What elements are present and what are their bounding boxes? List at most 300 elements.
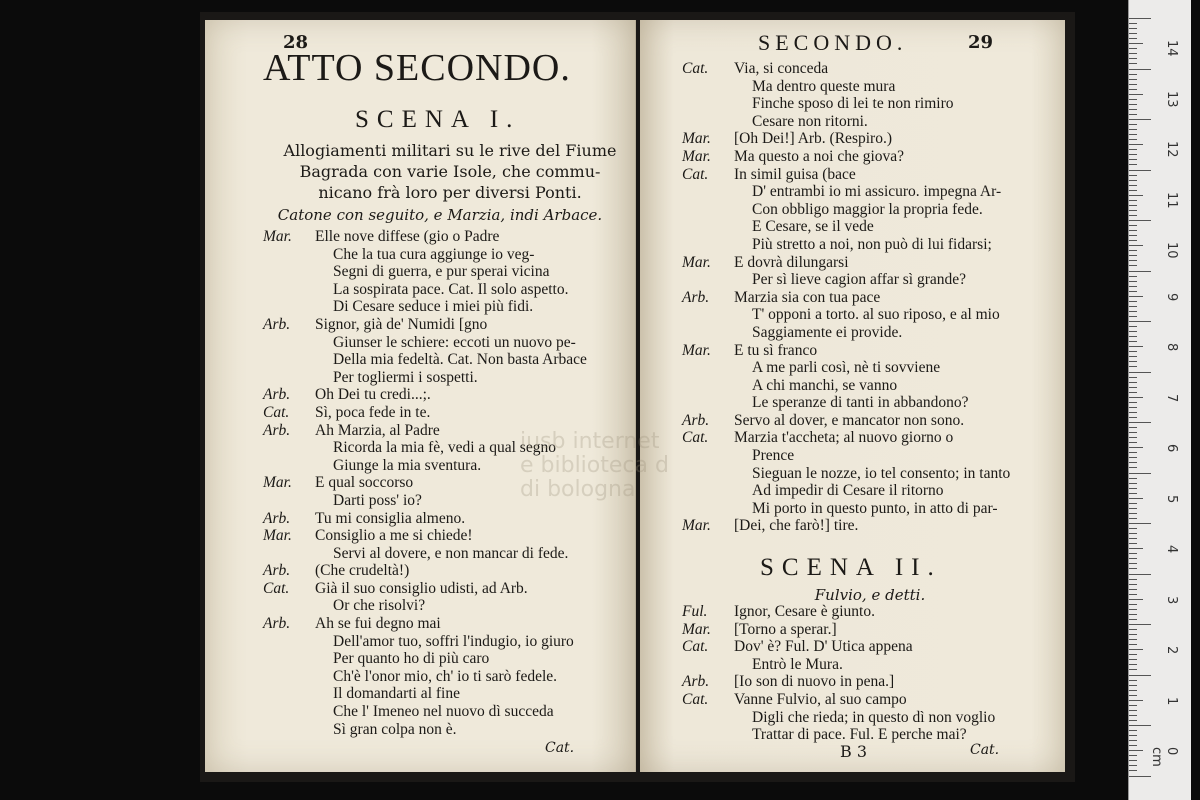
line-text: Giunser le schiere: eccoti un nuovo pe- — [333, 333, 576, 351]
ruler-tick — [1129, 584, 1137, 585]
line-text: Segni di guerra, e pur sperai vicina — [333, 263, 550, 281]
ruler-tick — [1129, 296, 1143, 297]
line-text: Con obbligo maggior la propria fede. — [752, 200, 983, 218]
dialogue-line — [263, 246, 633, 264]
dialogue-line — [682, 324, 1062, 342]
line-text: Via, si conceda — [734, 60, 829, 77]
ruler-tick — [1129, 114, 1137, 115]
ruler-tick — [1129, 84, 1137, 85]
ruler-tick — [1129, 316, 1137, 317]
ruler-label: 3 — [1164, 595, 1179, 604]
ruler-tick — [1129, 700, 1143, 701]
ruler-tick — [1129, 427, 1137, 428]
dialogue-line — [682, 306, 1062, 324]
speaker-label: Cat. — [682, 638, 709, 656]
setting-line: nicano frà loro per diversi Ponti. — [318, 183, 582, 202]
ruler-tick — [1129, 629, 1137, 630]
dialogue-line — [682, 447, 1062, 465]
ruler-tick — [1129, 139, 1137, 140]
ruler-tick — [1129, 366, 1137, 367]
ruler-tick — [1129, 331, 1137, 332]
act-heading: ATTO SECONDO. — [263, 47, 571, 89]
ruler-label: 6 — [1164, 444, 1179, 453]
ruler-tick — [1129, 705, 1137, 706]
ruler-tick — [1129, 276, 1137, 277]
dialogue-line — [682, 201, 1062, 219]
speaker-label: Arb. — [682, 673, 710, 691]
dialogue-line — [682, 656, 1062, 674]
ruler-tick — [1129, 649, 1143, 650]
ruler-tick — [1129, 38, 1137, 39]
ruler-tick — [1129, 609, 1137, 610]
dialogue-line — [682, 726, 1062, 744]
dialogue-line — [682, 271, 1062, 289]
speaker-label: Cat. — [682, 60, 709, 77]
ruler-tick — [1129, 644, 1137, 645]
ruler-tick — [1129, 669, 1137, 670]
speaker-label: Cat. — [682, 429, 709, 447]
ruler-tick — [1129, 69, 1151, 70]
line-text: Cesare non ritorni. — [752, 112, 868, 130]
speaker-label: Cat. — [682, 165, 709, 183]
line-text: Ricorda la mia fè, vedi a qual segno — [333, 439, 556, 457]
line-text: Digli che rieda; in questo dì non voglio — [752, 708, 996, 726]
line-text: E Cesare, se il vede — [752, 218, 874, 236]
dialogue-line — [263, 369, 633, 387]
line-text: Le speranze di tanti in abbandono? — [752, 394, 969, 412]
running-head: SECONDO. — [758, 30, 908, 55]
ruler-tick — [1129, 372, 1151, 373]
dialogue-line — [682, 113, 1062, 131]
dialogue-line — [263, 510, 633, 528]
ruler-tick — [1129, 720, 1137, 721]
ruler-label: 9 — [1164, 292, 1179, 301]
ruler-tick — [1129, 776, 1151, 777]
ruler-label: 1 — [1164, 696, 1179, 705]
dialogue-line — [682, 60, 1062, 78]
dialogue-line — [682, 148, 1062, 166]
dialogue-line — [263, 633, 633, 651]
ruler-tick — [1129, 412, 1137, 413]
ruler-tick — [1129, 104, 1137, 105]
speaker-label: Mar. — [263, 228, 292, 245]
ruler-tick — [1129, 361, 1137, 362]
ruler-tick — [1129, 240, 1137, 241]
line-text: E tu sì franco — [734, 341, 818, 359]
line-text: Sieguan le nozze, io tel consento; in tanto — [752, 464, 1011, 482]
ruler-tick — [1129, 260, 1137, 261]
ruler-tick — [1129, 321, 1151, 322]
ruler-tick — [1129, 478, 1137, 479]
ruler-label: 4 — [1164, 545, 1179, 554]
line-text: Mi porto in questo punto, in atto di par- — [752, 499, 998, 517]
dialogue-line — [263, 527, 633, 545]
line-text: La sospirata pace. Cat. Il solo aspetto. — [333, 280, 569, 298]
signature-mark: B 3 — [840, 742, 868, 761]
ruler-tick — [1129, 301, 1137, 302]
ruler-tick — [1129, 180, 1137, 181]
dialogue-line — [263, 351, 633, 369]
ruler-tick — [1129, 695, 1137, 696]
ruler-tick — [1129, 377, 1137, 378]
line-text: Marzia t'accheta; al nuovo giorno o — [734, 429, 954, 447]
ruler-label: 0 cm — [1149, 747, 1179, 767]
ruler-tick — [1129, 579, 1137, 580]
ruler-tick — [1129, 574, 1151, 575]
ruler-label: 13 — [1164, 90, 1179, 108]
speaker-label: Mar. — [682, 147, 711, 165]
dialogue-line — [682, 709, 1062, 727]
dialogue-line — [263, 316, 633, 334]
dialogue-line — [682, 621, 1062, 639]
ruler-tick — [1129, 513, 1137, 514]
line-text: Della mia fedeltà. Cat. Non basta Arbace — [333, 351, 587, 369]
ruler-tick — [1129, 675, 1151, 676]
line-text: Saggiamente ei provide. — [752, 323, 903, 341]
ruler-tick — [1129, 271, 1151, 272]
ruler-tick — [1129, 558, 1137, 559]
line-text: Oh Dei tu credi...;. — [315, 386, 431, 404]
dialogue-line — [682, 603, 1062, 621]
measuring-ruler — [1128, 0, 1191, 800]
ruler-label: 8 — [1164, 343, 1179, 352]
ruler-tick — [1129, 387, 1137, 388]
dialogue-line — [682, 342, 1062, 360]
ruler-tick — [1129, 124, 1137, 125]
dialogue-line — [682, 638, 1062, 656]
line-text: Tu mi consiglia almeno. — [315, 509, 466, 527]
line-text: Vanne Fulvio, al suo campo — [734, 690, 907, 708]
dialogue-line — [263, 703, 633, 721]
line-text: Che la tua cura aggiunge io veg- — [333, 245, 535, 263]
ruler-label: 11 — [1164, 191, 1179, 209]
cast-list: Catone con seguito, e Marzia, indi Arbace. — [277, 206, 603, 224]
speaker-label: Arb. — [263, 509, 291, 527]
speaker-label: Arb. — [263, 421, 291, 439]
ruler-tick — [1129, 599, 1143, 600]
ruler-tick — [1129, 286, 1137, 287]
ruler-tick — [1129, 58, 1137, 59]
ruler-tick — [1129, 553, 1137, 554]
page-number-left: 28 — [283, 32, 309, 53]
dialogue-line — [682, 166, 1062, 184]
ruler-tick — [1129, 33, 1137, 34]
ruler-tick — [1129, 634, 1137, 635]
ruler-tick — [1129, 255, 1137, 256]
library-watermark — [520, 430, 669, 502]
dialogue-line — [263, 615, 633, 633]
ruler-tick — [1129, 543, 1137, 544]
line-text: Ch'è l'onor mio, ch' io ti sarò fedele. — [333, 667, 558, 685]
speaker-label: Arb. — [263, 562, 291, 580]
ruler-tick — [1129, 291, 1137, 292]
ruler-tick — [1129, 442, 1137, 443]
ruler-label: 7 — [1164, 393, 1179, 402]
ruler-tick — [1129, 503, 1137, 504]
line-text: Finche sposo di lei te non rimiro — [752, 95, 954, 113]
ruler-tick — [1129, 710, 1137, 711]
ruler-tick — [1129, 452, 1137, 453]
speaker-label: Arb. — [263, 386, 291, 404]
line-text: Già il suo consiglio udisti, ad Arb. — [315, 579, 528, 597]
ruler-tick — [1129, 447, 1143, 448]
speaker-label: Mar. — [263, 527, 292, 545]
line-text: Giunge la mia sventura. — [333, 456, 482, 474]
ruler-tick — [1129, 235, 1137, 236]
speaker-label: Cat. — [682, 690, 709, 708]
ruler-tick — [1129, 89, 1137, 90]
ruler-tick — [1129, 74, 1137, 75]
dialogue-line — [682, 377, 1062, 395]
line-text: T' opponi a torto. al suo riposo, e al mio — [752, 306, 1000, 324]
speaker-label: Mar. — [682, 253, 711, 271]
ruler-tick — [1129, 48, 1137, 49]
dialogue-line — [263, 685, 633, 703]
dialogue-line — [682, 412, 1062, 430]
line-text: [Oh Dei!] Arb. (Respiro.) — [734, 130, 892, 148]
ruler-tick — [1129, 200, 1137, 201]
dialogue-line — [263, 650, 633, 668]
line-text: (Che crudeltà!) — [315, 562, 410, 580]
line-text: A chi manchi, se vanno — [752, 376, 898, 394]
dialogue-line — [682, 482, 1062, 500]
ruler-tick — [1129, 326, 1137, 327]
left-page — [205, 20, 636, 772]
ruler-tick — [1129, 755, 1137, 756]
ruler-tick — [1129, 164, 1137, 165]
ruler-tick — [1129, 589, 1137, 590]
dialogue-line — [682, 465, 1062, 483]
ruler-tick — [1129, 397, 1143, 398]
line-text: Consiglio a me si chiede! — [315, 527, 473, 545]
line-text: Per quanto ho di più caro — [333, 650, 490, 668]
ruler-tick — [1129, 533, 1137, 534]
ruler-tick — [1129, 306, 1137, 307]
ruler-tick — [1129, 508, 1137, 509]
ruler-tick — [1129, 382, 1137, 383]
ruler-tick — [1129, 730, 1137, 731]
dialogue-line — [682, 218, 1062, 236]
ruler-tick — [1129, 402, 1137, 403]
line-text: Per togliermi i sospetti. — [333, 368, 478, 386]
ruler-tick — [1129, 190, 1137, 191]
dialogue-line — [263, 545, 633, 563]
ruler-tick — [1129, 94, 1143, 95]
ruler-tick — [1129, 568, 1137, 569]
dialogue-line — [682, 183, 1062, 201]
dialogue-line — [263, 281, 633, 299]
line-text: Ma dentro queste mura — [752, 77, 896, 95]
ruler-tick — [1129, 493, 1137, 494]
dialogue-line — [263, 404, 633, 422]
dialogue-line — [263, 668, 633, 686]
line-text: Darti poss' io? — [333, 491, 422, 509]
ruler-tick — [1129, 351, 1137, 352]
ruler-label: 10 — [1164, 242, 1179, 259]
line-text: [Io son di nuovo in pena.] — [734, 673, 895, 691]
catchword: Cat. — [970, 742, 1000, 758]
line-text: Ah Marzia, al Padre — [315, 421, 440, 439]
ruler-tick — [1129, 639, 1137, 640]
ruler-tick — [1129, 422, 1151, 423]
line-text: Sì, poca fede in te. — [315, 403, 431, 421]
dialogue-line — [682, 429, 1062, 447]
line-text: Il domandarti al fine — [333, 685, 460, 703]
line-text: Più stretto a noi, non può di lui fidarsi; — [752, 235, 992, 253]
speaker-label: Mar. — [263, 474, 292, 492]
ruler-label: 12 — [1164, 141, 1179, 158]
watermark-line: iusb internet — [520, 429, 660, 454]
ruler-tick — [1129, 63, 1137, 64]
dialogue-line — [682, 78, 1062, 96]
ruler-tick — [1129, 614, 1137, 615]
line-text: Ad impedir di Cesare il ritorno — [752, 482, 944, 500]
ruler-tick — [1129, 523, 1151, 524]
speaker-label: Arb. — [263, 615, 291, 633]
ruler-tick — [1129, 356, 1137, 357]
line-text: E dovrà dilungarsi — [734, 253, 849, 271]
dialogue-line — [263, 334, 633, 352]
ruler-tick — [1129, 220, 1151, 221]
ruler-tick — [1129, 604, 1137, 605]
ruler-tick — [1129, 740, 1137, 741]
speaker-label: Mar. — [682, 341, 711, 359]
dialogue-line — [682, 289, 1062, 307]
ruler-tick — [1129, 770, 1137, 771]
ruler-tick — [1129, 528, 1137, 529]
ruler-tick — [1129, 159, 1137, 160]
ruler-tick — [1129, 715, 1137, 716]
dialogue-line — [682, 95, 1062, 113]
scene-setting — [265, 140, 635, 203]
ruler-tick — [1129, 195, 1143, 196]
dialogue-line — [263, 298, 633, 316]
speaker-label: Arb. — [263, 315, 291, 333]
ruler-tick — [1129, 250, 1137, 251]
dialogue-line — [263, 597, 633, 615]
ruler-tick — [1129, 457, 1137, 458]
ruler-tick — [1129, 134, 1137, 135]
ruler-tick — [1129, 563, 1137, 564]
ruler-tick — [1129, 129, 1137, 130]
line-text: Elle nove diffese (gio o Padre — [315, 228, 500, 245]
page-number-right: 29 — [967, 32, 993, 53]
line-text: Ignor, Cesare è giunto. — [734, 603, 875, 620]
ruler-tick — [1129, 336, 1137, 337]
line-text: D' entrambi io mi assicuro. impegna Ar- — [752, 183, 1002, 201]
ruler-tick — [1129, 392, 1137, 393]
ruler-tick — [1129, 28, 1137, 29]
speaker-label: Mar. — [682, 517, 711, 535]
cast-list: Fulvio, e detti. — [814, 586, 926, 604]
ruler-tick — [1129, 23, 1137, 24]
dialogue-line — [682, 500, 1062, 518]
ruler-tick — [1129, 664, 1137, 665]
ruler-tick — [1129, 765, 1137, 766]
ruler-label: 5 — [1164, 494, 1179, 503]
line-text: Per sì lieve cagion affar sì grande? — [752, 271, 967, 289]
line-text: Or che risolvi? — [333, 597, 426, 615]
dialogue-block — [682, 60, 1062, 535]
dialogue-line — [263, 386, 633, 404]
speaker-label: Mar. — [682, 620, 711, 638]
ruler-tick — [1129, 311, 1137, 312]
line-text: [Torno a sperar.] — [734, 620, 837, 638]
ruler-tick — [1129, 79, 1137, 80]
line-text: [Dei, che farò!] tire. — [734, 517, 859, 535]
ruler-tick — [1129, 417, 1137, 418]
speaker-label: Ful. — [682, 603, 708, 620]
speaker-label: Mar. — [682, 130, 711, 148]
speaker-label: Cat. — [263, 579, 290, 597]
dialogue-line — [682, 394, 1062, 412]
ruler-tick — [1129, 659, 1137, 660]
dialogue-line — [263, 562, 633, 580]
ruler-tick — [1129, 735, 1137, 736]
ruler-tick — [1129, 245, 1143, 246]
line-text: Trattar di pace. Ful. E perche mai? — [752, 726, 967, 744]
ruler-tick — [1129, 170, 1151, 171]
ruler-tick — [1129, 548, 1143, 549]
line-text: Entrò le Mura. — [752, 655, 843, 673]
ruler-tick — [1129, 518, 1137, 519]
speaker-label: Arb. — [682, 288, 710, 306]
ruler-tick — [1129, 99, 1137, 100]
ruler-tick — [1129, 18, 1151, 19]
line-text: Signor, già de' Numidi [gno — [315, 315, 488, 333]
line-text: Che l' Imeneo nel nuovo dì succeda — [333, 703, 554, 721]
ruler-tick — [1129, 483, 1137, 484]
catchword: Cat. — [545, 740, 575, 756]
ruler-label: 2 — [1164, 646, 1179, 655]
watermark-line: e biblioteca d — [520, 453, 669, 478]
ruler-tick — [1129, 437, 1137, 438]
setting-line: Bagrada con varie Isole, che commu- — [299, 162, 601, 181]
ruler-tick — [1129, 119, 1151, 120]
dialogue-line — [263, 721, 633, 739]
ruler-tick — [1129, 594, 1137, 595]
line-text: In simil guisa (bace — [734, 165, 856, 183]
line-text: Marzia sia con tua pace — [734, 288, 881, 306]
ruler-tick — [1129, 760, 1137, 761]
speaker-label: Arb. — [682, 411, 710, 429]
dialogue-line — [682, 254, 1062, 272]
scene-heading: SCENA I. — [355, 106, 521, 133]
ruler-tick — [1129, 432, 1137, 433]
setting-line: Allogiamenti militari su le rive del Fiume — [283, 141, 617, 160]
ruler-tick — [1129, 488, 1137, 489]
ruler-tick — [1129, 185, 1137, 186]
line-text: A me parli così, nè ti sovviene — [752, 359, 941, 377]
line-text: Servi al dovere, e non mancar di fede. — [333, 544, 569, 562]
ruler-tick — [1129, 43, 1143, 44]
scene-heading: SCENA II. — [760, 554, 942, 581]
ruler-tick — [1129, 685, 1137, 686]
book-spread — [200, 12, 1075, 782]
ruler-tick — [1129, 462, 1137, 463]
ruler-tick — [1129, 205, 1137, 206]
ruler-tick — [1129, 473, 1151, 474]
ruler-tick — [1129, 175, 1137, 176]
dialogue-line — [263, 263, 633, 281]
ruler-tick — [1129, 265, 1137, 266]
ruler-tick — [1129, 407, 1137, 408]
ruler-label: 14 — [1164, 40, 1179, 57]
ruler-tick — [1129, 144, 1143, 145]
dialogue-line — [682, 359, 1062, 377]
ruler-tick — [1129, 281, 1137, 282]
ruler-tick — [1129, 149, 1137, 150]
